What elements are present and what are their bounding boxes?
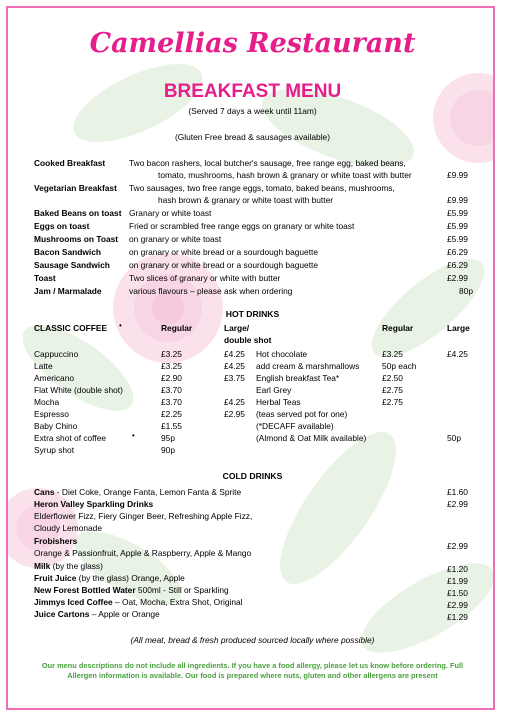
column-large-sub: double shot [224,335,272,345]
cold-drink-row [34,487,241,497]
item-name: Baked Beans on toast [34,208,122,218]
item-price: £5.99 [447,221,468,231]
cold-drink-row [34,585,229,595]
coffee-name: Mocha [34,397,60,407]
coffee-large: £4.25 [224,349,245,359]
drink-note: (teas served pot for one) [256,409,348,419]
item-price: £2.99 [447,273,468,283]
coffee-regular: £3.25 [161,361,182,371]
drink-desc: – Apple or Orange [89,609,160,619]
cold-drinks-heading: COLD DRINKS [222,471,283,481]
coffee-name: Latte [34,361,53,371]
column-large: Large/ [224,323,250,333]
drink-desc: – Oat, Mocha, Extra Shot, Original [112,597,243,607]
coffee-name: Cappuccino [34,349,79,359]
item-name: Vegetarian Breakfast [34,183,117,193]
drink-desc: (by the glass) [50,561,103,571]
item-price: 80p [459,286,473,296]
cold-drink-row [34,609,160,619]
coffee-regular: 90p [161,445,175,455]
drink-name: Heron Valley Sparkling Drinks [34,499,154,509]
cold-drink-row [34,561,103,571]
sourcing-note: (All meat, bread & fresh produced sourced locally where possible) [130,635,375,645]
coffee-regular: £1.55 [161,421,182,431]
coffee-name: Baby Chino [34,421,78,431]
item-desc: hash brown & granary or white toast with butter [158,195,334,205]
drink-name: Hot chocolate [256,349,308,359]
hot-drinks-heading: HOT DRINKS [225,309,280,319]
bullet-icon: • [119,321,122,330]
coffee-regular: £3.70 [161,397,182,407]
item-price: £9.99 [447,195,468,205]
drink-regular: £2.75 [382,397,403,407]
item-price: £5.99 [447,208,468,218]
drink-name: Fruit Juice [34,573,77,583]
column-large-right: Large [447,323,470,333]
item-name: Jam / Marmalade [34,286,102,296]
drink-name: Herbal Teas [256,397,301,407]
coffee-large: £4.25 [224,397,245,407]
item-desc: Granary or white toast [129,208,212,218]
item-name: Cooked Breakfast [34,158,106,168]
allergen-note: Our menu descriptions do not include all ingredients. If you have a food allergy, please let us know before ordering. Full Allergen information is available. Our food is prepared where nuts, gluten and other allergens are present [41,661,464,680]
drink-regular: £3.25 [382,349,403,359]
drink-name: English breakfast Tea* [256,373,340,383]
item-desc: Two sausages, two free range eggs, tomato, baked beans, mushrooms, [129,183,395,193]
item-price: £6.29 [447,260,468,270]
drink-desc: (by the glass) Orange, Apple [76,573,185,583]
coffee-large: £2.95 [224,409,245,419]
drink-large: 50p [447,433,461,443]
coffee-large: £4.25 [224,361,245,371]
drink-desc: Elderflower Fizz, Fiery Ginger Beer, Refreshing Apple Fizz, [34,511,253,521]
drink-price: £1.60 [447,487,468,497]
coffee-regular: £2.25 [161,409,182,419]
drink-price: £2.99 [447,541,468,551]
column-regular-right: Regular [382,323,414,333]
column-regular: Regular [161,323,193,333]
drink-regular: 50p each [382,361,417,371]
item-price: £9.99 [447,170,468,180]
drink-note: (*DECAFF available) [256,421,334,431]
drink-name: New Forest Bottled Water [34,585,136,595]
item-name: Eggs on toast [34,221,90,231]
drink-name: Frobishers [34,536,78,546]
bullet-icon: • [132,431,135,440]
drink-name: add cream & marshmallows [256,361,360,371]
drink-name: Juice Cartons [34,609,90,619]
drink-price: £1.50 [447,588,468,598]
coffee-name: Syrup shot [34,445,75,455]
coffee-regular: £3.70 [161,385,182,395]
drink-desc: Cloudy Lemonade [34,523,102,533]
served-note: (Served 7 days a week until 11am) [188,106,317,116]
item-desc: Two slices of granary or white with butter [129,273,281,283]
item-desc: Fried or scrambled free range eggs on granary or white toast [129,221,355,231]
coffee-name: Americano [34,373,75,383]
restaurant-name: Camellias Restaurant [89,28,416,59]
item-name: Toast [34,273,56,283]
coffee-regular: 95p [161,433,175,443]
item-desc: Two bacon rashers, local butcher's sausage, free range egg, baked beans, [129,158,406,168]
drink-price: £2.99 [447,499,468,509]
coffee-regular: £3.25 [161,349,182,359]
menu-title: BREAKFAST MENU [163,81,342,102]
drink-large: £4.25 [447,349,468,359]
item-price: £5.99 [447,234,468,244]
drink-price: £1.99 [447,576,468,586]
coffee-large: £3.75 [224,373,245,383]
cold-drink-row [34,597,243,607]
item-desc: various flavours – please ask when ordering [129,286,293,296]
menu-content [8,8,495,710]
cold-drink-row [34,573,185,583]
drink-desc: Orange & Passionfruit, Apple & Raspberry, Apple & Mango [34,548,252,558]
item-desc: tomato, mushrooms, hash brown & granary or white toast with butter [158,170,412,180]
coffee-name: Extra shot of coffee [34,433,107,443]
drink-name: Milk [34,561,51,571]
item-name: Sausage Sandwich [34,260,110,270]
menu-frame [6,6,495,710]
drink-name: Jimmys Iced Coffee [34,597,113,607]
item-desc: on granary or white bread or a sourdough baguette [129,260,319,270]
drink-desc: - Diet Coke, Orange Fanta, Lemon Fanta & Sprite [54,487,242,497]
drink-name: Earl Grey [256,385,292,395]
coffee-name: Espresso [34,409,69,419]
drink-note: (Almond & Oat Milk available) [256,433,367,443]
drink-price: £1.20 [447,564,468,574]
drink-price: £2.99 [447,600,468,610]
drink-name: Cans [34,487,55,497]
coffee-heading: CLASSIC COFFEE [34,323,108,333]
item-desc: on granary or white toast [129,234,222,244]
drink-regular: £2.50 [382,373,403,383]
drink-price: £1.29 [447,612,468,622]
item-name: Bacon Sandwich [34,247,102,257]
item-desc: on granary or white bread or a sourdough baguette [129,247,319,257]
item-price: £6.29 [447,247,468,257]
item-name: Mushrooms on Toast [34,234,119,244]
drink-regular: £2.75 [382,385,403,395]
drink-desc: 500ml - Still or Sparkling [135,585,229,595]
gluten-note: (Gluten Free bread & sausages available) [174,132,331,142]
coffee-name: Flat White (double shot) [34,385,123,395]
coffee-regular: £2.90 [161,373,182,383]
